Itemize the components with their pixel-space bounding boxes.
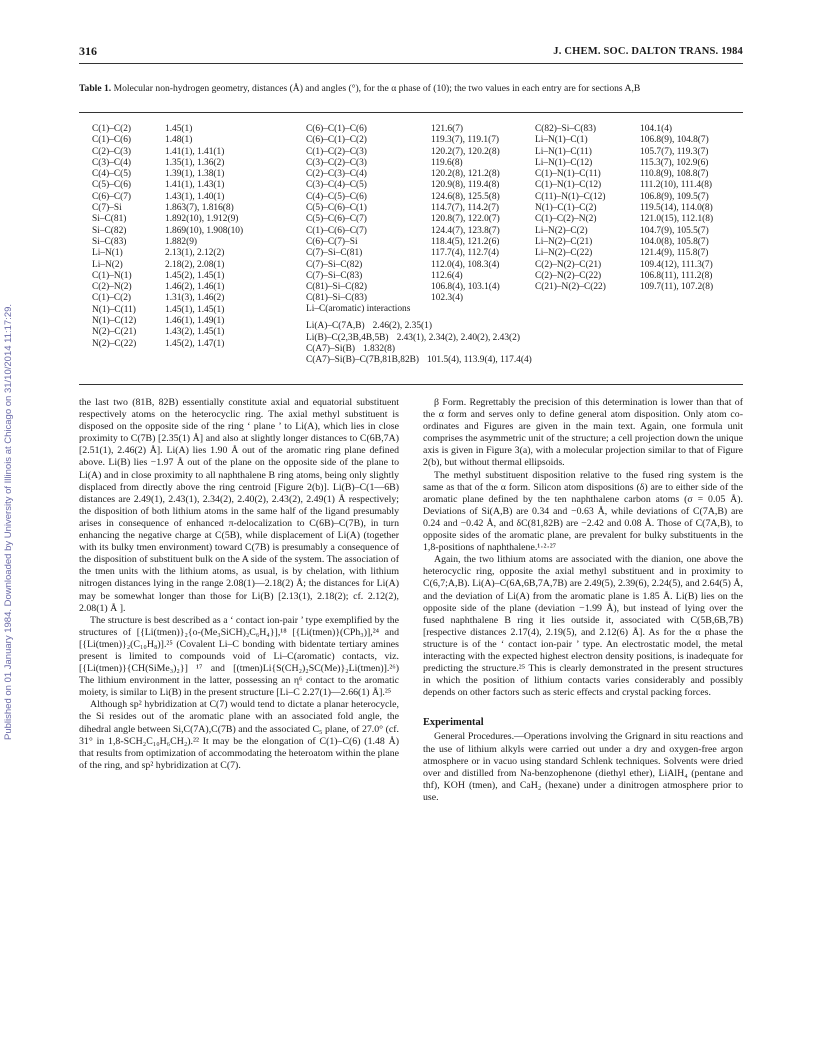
table-cell-value: 1.46(2), 1.46(1)	[165, 282, 225, 293]
table-cell-value: 104.0(8), 105.8(7)	[640, 236, 709, 247]
table-cell-parameter: C(2)–C(3)	[92, 146, 132, 157]
table-row	[535, 248, 713, 259]
table-row	[92, 339, 243, 350]
table-row	[306, 282, 500, 293]
header-rule	[79, 63, 743, 64]
table-cell-value: 120.9(8), 119.4(8)	[431, 180, 500, 191]
table-row	[535, 260, 713, 271]
table-cell-value: 121.0(15), 112.1(8)	[640, 214, 714, 225]
table-cell-value: 119.3(7), 119.1(7)	[431, 135, 500, 146]
table-cell-value: 114.7(7), 114.2(7)	[431, 203, 500, 214]
table-cell-value: 104.7(9), 105.5(7)	[640, 225, 709, 236]
table-cell-value: 106.8(11), 111.2(8)	[640, 270, 713, 281]
table-cell-parameter: Li–N(2)	[92, 259, 123, 270]
table-row	[535, 282, 713, 293]
table-row	[306, 271, 500, 282]
table-cell-value: 115.3(7), 102.9(6)	[640, 157, 709, 168]
table-bottom-rule	[79, 384, 743, 385]
table-cell-parameter: C(81)–Si–C(82)	[306, 282, 367, 293]
table-cell-value: 124.6(8), 125.5(8)	[431, 191, 500, 202]
table-cell-value: 118.4(5), 121.2(6)	[431, 236, 500, 247]
table-row	[92, 305, 243, 316]
table-column-angles-1	[306, 124, 500, 305]
table-cell-value: 109.7(11), 107.2(8)	[640, 282, 714, 293]
table-cell-value: 1.48(1)	[165, 135, 193, 146]
table-cell-value: 1.869(10), 1.908(10)	[165, 225, 244, 236]
table-cell-parameter: C(5)–C(6)	[92, 180, 132, 191]
table-cell-parameter: C(3)–C(4)–C(5)	[306, 180, 367, 191]
table-row	[92, 327, 243, 338]
table-cell-parameter: C(7)–Si–C(82)	[306, 259, 363, 270]
table-row	[92, 214, 243, 225]
table-cell-parameter: C(2)–N(2)–C(21)	[535, 259, 602, 270]
table-row	[92, 226, 243, 237]
table-cell-parameter: C(1)–C(2)–C(3)	[306, 146, 367, 157]
table-cell-value: 124.4(7), 123.8(7)	[431, 225, 500, 236]
table-row	[535, 124, 713, 135]
table-row	[92, 158, 243, 169]
table-cell-value: 1.43(1), 1.40(1)	[165, 191, 225, 202]
li-interaction-value: 2.43(1), 2.34(2), 2.40(2), 2.43(2)	[396, 332, 520, 343]
table-cell-value: 1.45(1)	[165, 124, 193, 134]
table-cell-value: 106.8(9), 109.5(7)	[640, 191, 709, 202]
table-row	[306, 169, 500, 180]
table-row	[306, 135, 500, 146]
table-cell-parameter: Li–N(1)	[92, 248, 123, 259]
table-row	[306, 180, 500, 191]
table-cell-parameter: C(2)–N(2)	[92, 282, 132, 293]
table-cell-parameter: C(6)–C(1)–C(6)	[306, 124, 367, 134]
li-interaction-parameter: C(A7)–Si(B)	[306, 343, 355, 354]
li-interaction-row	[306, 344, 532, 355]
table-row	[92, 124, 243, 135]
table-cell-parameter: C(1)–C(2)	[92, 124, 132, 134]
table-cell-parameter: C(7)–Si	[92, 203, 122, 214]
table-cell-value: 117.7(4), 112.7(4)	[431, 248, 500, 259]
table-cell-parameter: C(2)–C(3)–C(4)	[306, 169, 367, 180]
table-cell-value: 120.8(7), 122.0(7)	[431, 214, 500, 225]
paragraph: Again, the two lithium atoms are associated with the dianion, one above the heterocyclic ring, opposite the axial methyl substituent and in proximity to C(6,7;A,B). Li(A)–C(6A,6B,7A,7B) are 2.49(5), 2.39(6), 2.24(5), and 2.64(5) Å, and the deviation of Li(A) from the aromatic plane is 1.85 Å. Li(B) lies on the opposite side of the plane (deviation −1.99 Å), but instead of lying over the fused naphthalene B ring it lies outside it, associated with C(5B,6B,7B) [respective distances 2.17(4), 2.19(5), and 2.12(6) Å]. As for the α phase the structure is of the ‘ contact ion-pair ’ type. An electrostatic model, the metal interacting with the expected highest electron density positions, is inadequate for predicting the structure.²⁵ This is clearly demonstrated in the present structures in which the position of lithium contacts varies considerably and possibly depends on other factors such as steric effects and crystal packing forces.	[423, 554, 743, 699]
table-cell-parameter: C(1)–N(1)–C(12)	[535, 180, 602, 191]
paragraph: General Procedures.—Operations involving the Grignard in situ reactions and the use of lithium alkyls were carried out under a dry and oxygen-free argon atmosphere or in vacuo using standard Schlenk techniques. Solvents were dried over and distilled from Na-benzophenone (diethyl ether), LiAlH₄ (pentane and thf), KOH (tmen), and CaH₂ (hexane) under a dinitrogen atmosphere prior to use.	[423, 731, 743, 803]
table-cell-parameter: N(1)–C(1)–C(2)	[535, 203, 597, 214]
table-row	[306, 158, 500, 169]
table-caption-label: Table 1.	[79, 83, 112, 94]
table-row	[535, 226, 713, 237]
table-cell-value: 119.6(8)	[431, 157, 463, 168]
table-cell-value: 1.882(9)	[165, 236, 198, 247]
table-row	[535, 158, 713, 169]
table-cell-parameter: C(6)–C(7)–Si	[306, 236, 358, 247]
table-caption-text: Molecular non-hydrogen geometry, distances (Å) and angles (°), for the α phase of (10); the two values in each entry are for sections A,B	[113, 83, 641, 94]
table-row	[535, 180, 713, 191]
table-cell-value: 1.35(1), 1.36(2)	[165, 157, 225, 168]
table-cell-value: 2.18(2), 2.08(1)	[165, 259, 225, 270]
table-cell-value: 119.5(14), 114.0(8)	[640, 203, 713, 214]
table-row	[92, 282, 243, 293]
table-row	[92, 271, 243, 282]
table-cell-parameter: C(81)–Si–C(83)	[306, 293, 367, 304]
experimental-heading: Experimental	[423, 717, 484, 729]
table-cell-value: 112.6(4)	[431, 270, 463, 281]
table-column-angles-2	[535, 124, 713, 293]
table-cell-value: 120.2(7), 120.2(8)	[431, 146, 500, 157]
li-interaction-parameter: C(A7)–Si(B)–C(7B,81B,82B)	[306, 355, 420, 366]
table-row	[535, 147, 713, 158]
table-row	[306, 192, 500, 203]
table-cell-parameter: C(2)–N(2)–C(22)	[535, 270, 602, 281]
table-cell-parameter: Li–N(2)–C(2)	[535, 225, 588, 236]
table-row	[535, 237, 713, 248]
table-row	[92, 237, 243, 248]
table-cell-parameter: N(1)–C(11)	[92, 304, 136, 315]
table-cell-parameter: N(2)–C(22)	[92, 338, 137, 349]
table-cell-parameter: Si–C(83)	[92, 236, 127, 247]
table-cell-value: 120.2(8), 121.2(8)	[431, 169, 500, 180]
li-interaction-row	[306, 333, 532, 344]
table-cell-parameter: C(11)–N(1)–C(12)	[535, 191, 606, 202]
li-interactions-heading: Li–C(aromatic) interactions	[306, 304, 411, 314]
table-row	[306, 214, 500, 225]
table-column-distances	[92, 124, 243, 350]
table-cell-parameter: C(1)–C(6)–C(7)	[306, 225, 367, 236]
table-row	[535, 203, 713, 214]
table-row	[306, 237, 500, 248]
paragraph: the last two (81B, 82B) essentially constitute axial and equatorial substituent respectively atoms on the heterocyclic ring. The axial methyl substituent is disposed on the opposite side of the ring ‘ plane ’ to Li(A), which lies in close proximity to C(7B) [2.35(1) Å] and also at slightly longer distances to C(6B,7A) [2.51(1), 2.46(2) Å]. Li(A) lies 1.90 Å out of the aromatic ring plane defined above. Li(B) lies −1.97 Å out of the plane on the opposite side of the plane to Li(A) and in close proximity to all naphthalene B ring atoms, being only slightly displaced from directly above the ring centroid [Figure 2(b)]. Li(B)–C(1—6B) distances are 2.49(1), 2.43(1), 2.34(2), 2.40(2), 2.43(2), 2.49(1) Å respectively; the disposition of both lithium atoms in the same half of the ligand presumably arises in consequence of enhanced π-delocalization to C(6B)–C(7B), in turn enhancing the negative charge at C(5B), while displacement of Li(A) (together with its bulky tmen environment) toward C(7B) is presumably a consequence of the disposition of substituent bulk on the A side of the system. The association of the tmen units with the lithium atoms, as usual, is by chelation, with lithium nitrogen distances lying in the range 2.08(1)—2.18(2) Å; the distances for Li(A) may be somewhat longer than those for Li(B) [2.13(1), 2.18(2); cf. 2.12(2), 2.08(1) Å ].	[79, 397, 399, 614]
table-cell-value: 1.43(2), 1.45(1)	[165, 327, 225, 338]
table-cell-parameter: N(2)–C(21)	[92, 327, 137, 338]
table-row	[306, 260, 500, 271]
table-cell-parameter: C(3)–C(4)	[92, 157, 132, 168]
table-cell-value: 110.8(9), 108.8(7)	[640, 169, 709, 180]
table-cell-parameter: C(1)–C(2)	[92, 293, 132, 304]
table-cell-value: 112.0(4), 108.3(4)	[431, 259, 500, 270]
table-cell-parameter: C(3)–C(2)–C(3)	[306, 157, 367, 168]
table-cell-parameter: C(7)–Si–C(83)	[306, 270, 363, 281]
page-number: 316	[79, 44, 97, 58]
body-right-column	[423, 397, 743, 804]
table-cell-value: 1.39(1), 1.38(1)	[165, 169, 225, 180]
table-cell-value: 1.863(7), 1.816(8)	[165, 203, 234, 214]
table-cell-value: 105.7(7), 119.3(7)	[640, 146, 709, 157]
table-cell-parameter: C(5)–C(6)–C(7)	[306, 214, 367, 225]
table-cell-value: 1.45(1), 1.45(1)	[165, 304, 225, 315]
body-left-column	[79, 397, 399, 772]
table-row	[306, 248, 500, 259]
li-interaction-row	[306, 355, 532, 366]
table-cell-value: 1.892(10), 1.912(9)	[165, 214, 239, 225]
table-row	[306, 203, 500, 214]
table-cell-parameter: C(1)–C(2)–N(2)	[535, 214, 597, 225]
journal-header: J. CHEM. SOC. DALTON TRANS. 1984	[553, 46, 743, 57]
table-cell-parameter: Li–N(1)–C(12)	[535, 157, 593, 168]
table-cell-value: 104.1(4)	[640, 124, 673, 134]
li-interaction-value: 1.832(8)	[362, 343, 395, 354]
table-row	[306, 147, 500, 158]
table-top-rule	[79, 112, 743, 113]
table-cell-value: 111.2(10), 111.4(8)	[640, 180, 713, 191]
table-row	[306, 226, 500, 237]
table-row	[306, 124, 500, 135]
table-row	[92, 169, 243, 180]
table-cell-parameter: C(4)–C(5)	[92, 169, 132, 180]
table-cell-value: 109.4(12), 111.3(7)	[640, 259, 713, 270]
table-cell-parameter: C(1)–N(1)–C(11)	[535, 169, 601, 180]
table-cell-value: 1.45(2), 1.47(1)	[165, 338, 225, 349]
li-interaction-parameter: Li(B)–C(2,3B,4B,5B)	[306, 332, 389, 343]
table-cell-parameter: C(5)–C(6)–C(1)	[306, 203, 367, 214]
table-cell-parameter: Li–N(1)–C(1)	[535, 135, 588, 146]
paragraph: The structure is best described as a ‘ contact ion-pair ’ type exemplified by the structures of [{Li(tmen)}₂{o-(Me₃SiCH)₂C₆H₄}],¹⁸ [{Li(tmen)}(CPh₃)],²⁴ and [{Li(tmen)}₂(C₁₀H₈)].²⁵ (Covalent Li–C bonding with bidentate tertiary amines present is limited to compounds void of Li–C(aromatic) contacts, viz. [{Li(tmen)}{CH(SiMe₃)₂}] ¹⁷ and [(tmen)Li{S(CH₂)₂SC(Me)}₂Li(tmen)].²⁶) The lithium environment in the latter, possessing an η⁶ contact to the aromatic moiety, is similar to Li(B) in the present structure [Li–C 2.27(1)—2.66(1) Å].²⁵	[79, 614, 399, 699]
li-interaction-parameter: Li(A)–C(7A,B)	[306, 321, 365, 332]
table-row	[535, 271, 713, 282]
li-interactions-block	[306, 304, 532, 366]
table-cell-parameter: C(1)–C(6)	[92, 135, 132, 146]
download-sidebar-note: Published on 01 January 1984. Downloaded by University of Illinois at Chicago on 31/10/2014 11:17:29.	[3, 303, 14, 740]
table-cell-parameter: Li–N(2)–C(21)	[535, 236, 593, 247]
table-cell-value: 1.45(2), 1.45(1)	[165, 270, 225, 281]
table-row	[92, 203, 243, 214]
table-cell-parameter: Si–C(82)	[92, 225, 127, 236]
table-cell-value: 1.41(1), 1.43(1)	[165, 180, 225, 191]
li-interaction-value: 101.5(4), 113.9(4), 117.4(4)	[427, 355, 532, 366]
table-cell-parameter: N(1)–C(12)	[92, 316, 137, 327]
table-caption	[79, 83, 743, 95]
table-cell-parameter: C(21)–N(2)–C(22)	[535, 282, 606, 293]
table-cell-value: 102.3(4)	[431, 293, 464, 304]
table-row	[92, 147, 243, 158]
table-cell-parameter: C(6)–C(7)	[92, 191, 132, 202]
table-cell-value: 121.4(9), 115.8(7)	[640, 248, 709, 259]
table-row	[535, 214, 713, 225]
table-row	[535, 169, 713, 180]
table-cell-parameter: C(82)–Si–C(83)	[535, 124, 596, 134]
table-cell-value: 2.13(1), 2.12(2)	[165, 248, 225, 259]
table-row	[92, 192, 243, 203]
table-cell-value: 1.41(1), 1.41(1)	[165, 146, 225, 157]
table-cell-parameter: C(6)–C(1)–C(2)	[306, 135, 367, 146]
table-cell-parameter: Si–C(81)	[92, 214, 127, 225]
table-row	[92, 248, 243, 259]
table-row	[92, 293, 243, 304]
table-row	[92, 316, 243, 327]
paragraph: Although sp² hybridization at C(7) would tend to dictate a planar heterocycle, the Si resides out of the aromatic plane with an associated fold angle, the dihedral angle between Si,C(7A),C(7B) and the associated C₅ plane, of 27.0° (cf. 31° in 1,8-SCH₂C₁₀H₆CH₂).²² It may be the elongation of C(1)–C(6) (1.48 Å) that results from optimization of accommodating the heteroatom within the plane of the ring, and sp² hybridization at C(7).	[79, 699, 399, 771]
li-interaction-row	[306, 321, 532, 332]
paragraph: The methyl substituent disposition relative to the fused ring system is the same as that of the α form. Silicon atom dispositions (δ) are to either side of the aromatic plane defined by the ten naphthalene carbon atoms (σ = 0.05 Å). Deviations of Si(A,B) are 0.34 and −0.63 Å, while deviations of C(7A,B) are 0.24 and −0.42 Å, and δC(81,82B) are −2.42 and 0.08 Å. Those of C(7A,B), to opposite sides of the aromatic plane, are prevalent for bulky substituents in the 1,8-positions of naphthalene.¹·²·²⁷	[423, 469, 743, 554]
table-row	[92, 260, 243, 271]
table-cell-value: 121.6(7)	[431, 124, 464, 134]
li-interaction-value: 2.46(2), 2.35(1)	[372, 321, 432, 332]
table-cell-parameter: C(1)–N(1)	[92, 270, 132, 281]
table-row	[92, 180, 243, 191]
table-cell-value: 1.46(1), 1.49(1)	[165, 316, 225, 327]
table-cell-parameter: C(7)–Si–C(81)	[306, 248, 363, 259]
table-cell-parameter: C(4)–C(5)–C(6)	[306, 191, 367, 202]
table-cell-value: 1.31(3), 1.46(2)	[165, 293, 225, 304]
table-cell-parameter: Li–N(2)–C(22)	[535, 248, 593, 259]
table-cell-value: 106.8(4), 103.1(4)	[431, 282, 500, 293]
table-cell-value: 106.8(9), 104.8(7)	[640, 135, 709, 146]
table-row	[535, 192, 713, 203]
table-row	[92, 135, 243, 146]
paragraph: β Form. Regrettably the precision of this determination is lower than that of the α form and serves only to define general atom disposition. Only atom co-ordinates and Figures are given in the main text. Again, one formula unit comprises the asymmetric unit of the structure; a cell projection down the unique axis is given in Figure 3(a), with a molecular projection similar to that of Figure 2(b), but without thermal ellipsoids.	[423, 397, 743, 469]
table-row	[535, 135, 713, 146]
table-cell-parameter: Li–N(1)–C(11)	[535, 146, 592, 157]
